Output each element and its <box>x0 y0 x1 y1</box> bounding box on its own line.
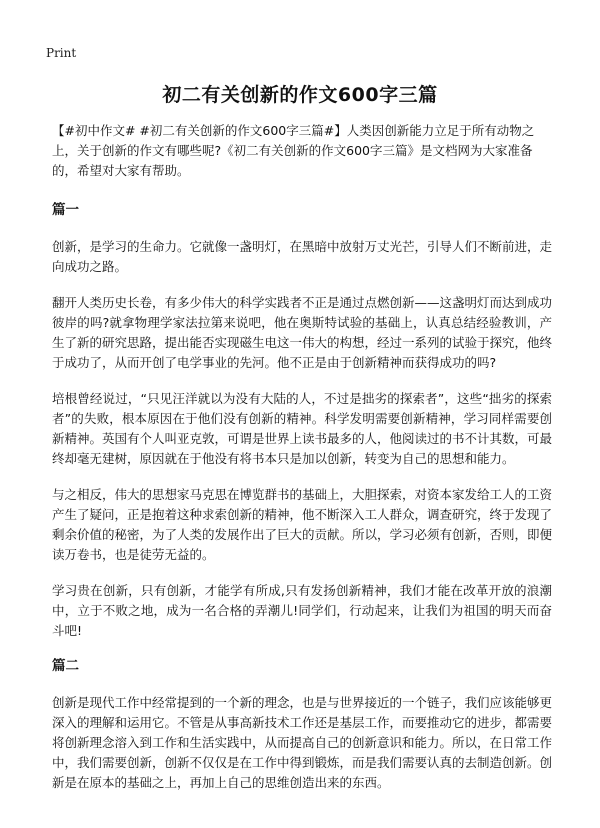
paragraph: 培根曾经说过，“只见汪洋就以为没有大陆的人，不过是拙劣的探索者”，这些“拙劣的探索者”的失败，根本原因在于他们没有创新的精神。科学发明需要创新精神，学习同样需要创新精神。英国有个人叫亚克敦，可谓是世界上读书最多的人，他阅读过的书不计其数，可最终却毫无建树，原因就在于他没有将书本只是加以创新，转变为自己的思想和能力。 <box>52 391 553 466</box>
paragraph: 学习贵在创新，只有创新，才能学有所成,只有发扬创新精神，我们才能在改革开放的浪潮中，立于不败之地，成为一名合格的弄潮儿!同学们，行动起来，让我们为祖国的明天而奋斗吧! <box>52 583 552 638</box>
page-title: 初二有关创新的作文600字三篇 <box>162 84 438 106</box>
paragraph: 创新是现代工作中经常提到的一个新的理念，也是与世界接近的一个链子，我们应该能够更深入的理解和运用它。不管是从事高新技术工作还是基层工作，而要推动它的进步，都需要将创新理念溶入到工作和生活实践中，从而提高自己的创新意识和能力。所以，在日常工作中，我们需要创新，创新不仅仅是在工作中得到锻炼，而是我们需要认真的去制造创新。创新是在原本的基础之上，再加上自己的思维创造出来的东西。 <box>52 695 553 790</box>
paragraph: 创新，是学习的生命力。它就像一盏明灯，在黑暗中放射万丈光芒，引导人们不断前进，走向成功之路。 <box>52 239 553 274</box>
paragraph: 与之相反，伟大的思想家马克思在博览群书的基础上，大胆探索，对资本家发给工人的工资产生了疑问，正是抱着这种求索创新的精神，他不断深入工人群众，调查研究，终于发现了剩余价值的秘密，为了人类的发展作出了巨大的贡献。所以，学习必须有创新，否则，即便读万卷书，也是徒劳无益的。 <box>52 487 553 562</box>
section-heading: 篇二 <box>52 658 79 674</box>
intro-paragraph: 【#初中作文# #初二有关创新的作文600字三篇#】人类因创新能力立足于所有动物之上，关于创新的作文有哪些呢?《初二有关创新的作文600字三篇》是文档网为大家准备的，希望对大家有帮助。 <box>52 123 535 178</box>
article-body <box>52 121 552 809</box>
print-link[interactable]: Print <box>46 46 77 60</box>
paragraph: 翻开人类历史长卷，有多少伟大的科学实践者不正是通过点燃创新——这盏明灯而达到成功彼岸的吗?就拿物理学家法拉第来说吧，他在奥斯特试验的基础上，认真总结经验教训，产生了新的研究思路，提出能否实现磁生电这一伟大的构想，经过一系列的试验于探究，他终于成功了，从而开创了电学事业的先河。他不正是由于创新精神而获得成功的吗? <box>52 295 553 370</box>
section-1 <box>52 201 552 641</box>
section-heading: 篇一 <box>52 202 79 218</box>
section-2 <box>52 657 552 793</box>
